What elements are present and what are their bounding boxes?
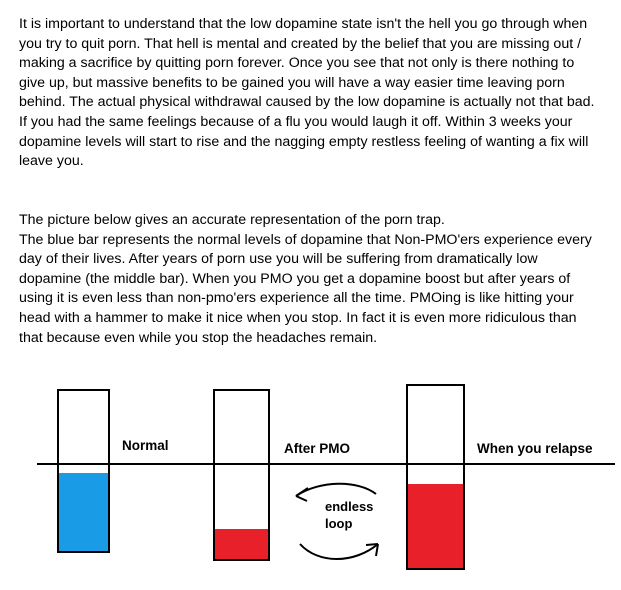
text-line: head with a hammer to make it nice when you stop. In fact it is even more ridiculous than [19,309,577,326]
loop-arrow-bottom-icon [298,536,384,566]
text-line: dopamine (the middle bar). When you PMO you get a dopamine boost but after years of [19,270,571,287]
loop-label-line-1: endless [325,499,374,514]
text-line: It is important to understand that the low dopamine state isn't the hell you go through when [19,16,588,32]
intro-paragraph [19,15,615,172]
text-line: behind. The actual physical withdrawal caused by the low dopamine is actually not that bad. [19,94,595,111]
endless-loop-label [325,498,373,532]
text-line: The picture below gives an accurate representation of the porn trap. [19,212,445,228]
text-line: day of their lives. After years of porn use you will be suffering from dramatically low [19,251,538,268]
loop-label-line-2: loop [325,516,353,531]
text-line: give up, but massive benefits to be gained you will have a way easier time leaving porn [19,74,565,91]
text-line: dopamine levels will start to rise and the nagging empty restless feeling of wanting a fix will [19,133,589,150]
text-line: If you had the same feelings because of a flu you would laugh it off. Within 3 weeks your [19,113,573,130]
after-pmo-label: After PMO [284,441,351,456]
baseline [37,463,615,465]
relapse-label: When you relapse [477,441,593,456]
text-line: you try to quit porn. That hell is mental and created by the belief that you are missing out / [19,35,582,52]
text-line: using it is even less than non-pmo'ers experience all the time. PMOing is like hitting your [19,290,574,307]
explanation-paragraph [19,211,615,348]
text-line: The blue bar represents the normal levels of dopamine that Non-PMO'ers experience every [19,231,592,248]
text-line: leave you. [19,153,84,170]
after-pmo-bar-fill [215,529,268,559]
text-line: making a sacrifice by quitting porn forever. Once you see that not only is there nothing to [19,55,575,72]
normal-bar-fill [59,473,108,551]
normal-label: Normal [122,438,169,453]
text-line: that because even while you stop the headaches remain. [19,329,378,346]
relapse-bar-fill [408,484,463,568]
